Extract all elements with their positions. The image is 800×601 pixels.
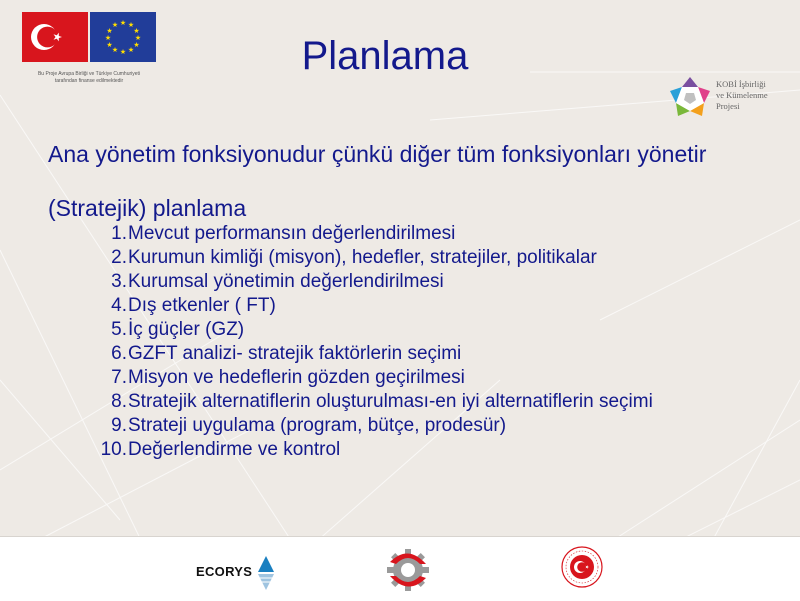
list-item	[48, 294, 778, 318]
list-item-text: Misyon ve hedeflerin gözden geçirilmesi	[128, 367, 465, 388]
svg-text:★: ★	[133, 27, 140, 35]
section-heading: (Stratejik) planlama	[48, 195, 247, 221]
list-item-number: 7.	[111, 367, 127, 388]
svg-text:★: ★	[133, 41, 140, 49]
list-item-number: 1.	[111, 223, 127, 244]
list-item-number: 3.	[111, 271, 127, 292]
ecorys-mark-icon	[256, 554, 276, 594]
svg-text:★: ★	[106, 41, 113, 49]
list-item-text: Strateji uygulama (program, bütçe, prodesür)	[128, 415, 507, 436]
ecorys-logo-text: ECORYS	[196, 564, 253, 579]
list-item-number: 9.	[111, 415, 127, 436]
footer-logos	[0, 536, 800, 601]
svg-text:★: ★	[119, 48, 127, 56]
list-item	[48, 390, 778, 414]
list-item	[48, 222, 778, 246]
list-item-text: Kurumun kimliği (misyon), hedefler, stratejiler, politikalar	[128, 247, 597, 268]
list-item-text: Stratejik alternatiflerin oluşturulması-en iyi alternatiflerin seçimi	[128, 391, 653, 412]
svg-text:★: ★	[119, 19, 127, 27]
list-item-number: 10.	[100, 439, 127, 460]
list-item-text: İç güçler (GZ)	[128, 319, 245, 340]
turkey-flag-icon	[22, 12, 88, 62]
list-item-number: 4.	[111, 295, 127, 316]
svg-text:★: ★	[111, 46, 119, 54]
ecorys-logo-icon	[196, 554, 286, 592]
list-item-text: Dış etkenler ( FT)	[128, 295, 276, 316]
kobi-logo-text	[716, 79, 796, 112]
list-item	[48, 318, 778, 342]
svg-text:★: ★	[111, 21, 119, 29]
list-item-number: 2.	[111, 247, 127, 268]
eu-flag-icon	[90, 12, 156, 62]
list-item-number: 5.	[111, 319, 127, 340]
funding-note-line: tarafından finanse edilmektedir	[54, 78, 124, 84]
planning-steps-list	[48, 222, 778, 462]
funding-flags	[22, 12, 156, 62]
list-item-text: Kurumsal yönetimin değerlendirilmesi	[128, 271, 444, 292]
list-item-number: 8.	[111, 391, 127, 412]
svg-text:★: ★	[127, 21, 135, 29]
kobi-logo-line: Projesi	[716, 101, 740, 111]
list-item	[48, 270, 778, 294]
list-item	[48, 366, 778, 390]
list-item	[48, 342, 778, 366]
list-item	[48, 438, 778, 462]
intro-text: Ana yönetim fonksiyonudur çünkü diğer tüm fonksiyonları yönetir	[48, 141, 707, 167]
kobi-logo-line: KOBİ İşbirliği	[716, 79, 766, 89]
kobi-logo-line: ve Kümelenme	[716, 90, 768, 100]
slide-title: Planlama	[301, 34, 469, 78]
list-item-number: 6.	[111, 343, 127, 364]
list-item	[48, 414, 778, 438]
list-item-text: Değerlendirme ve kontrol	[128, 439, 341, 460]
svg-text:★: ★	[106, 27, 113, 35]
list-item-text: Mevcut performansın değerlendirilmesi	[128, 223, 456, 244]
svg-text:★: ★	[104, 34, 112, 42]
svg-text:★: ★	[134, 34, 142, 42]
list-item	[48, 246, 778, 270]
funding-note	[18, 71, 160, 85]
svg-text:★: ★	[127, 46, 135, 54]
slide-body	[48, 141, 778, 462]
gear-logo-icon	[384, 546, 434, 594]
list-item-text: GZFT analizi- stratejik faktörlerin seçimi	[128, 343, 462, 364]
government-seal-icon	[560, 545, 604, 589]
funding-note-line: Bu Proje Avrupa Birliği ve Türkiye Cumhuriyeti	[37, 71, 141, 77]
